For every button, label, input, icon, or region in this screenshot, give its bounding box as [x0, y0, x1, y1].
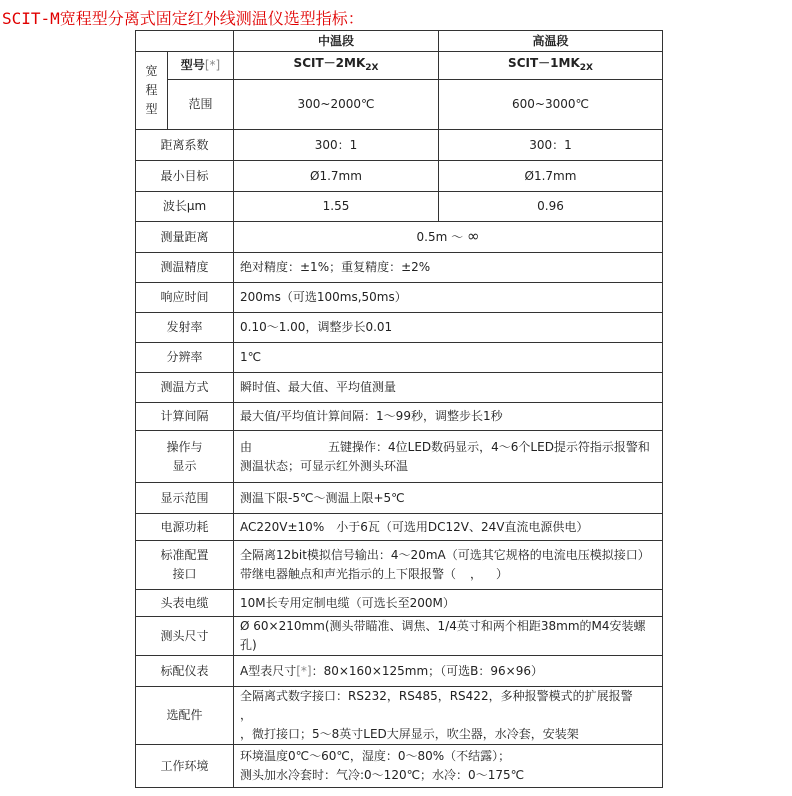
header-row	[136, 31, 663, 52]
probe-size-row	[136, 617, 663, 656]
wavelength-mid: 1.55	[234, 192, 439, 222]
row-value: 200ms（可选100ms,50ms）	[234, 283, 663, 313]
row-label: 标配仪表	[136, 656, 234, 687]
range-label: 范围	[168, 80, 234, 130]
environment-line-2: 测头加水冷套时：气冷:0～120℃；水冷：0～175℃	[240, 768, 525, 782]
model-high-cell	[439, 52, 663, 80]
row-label: 最小目标	[136, 161, 234, 192]
wavelength-row	[136, 192, 663, 222]
model-mid-sub: 2X	[365, 62, 379, 73]
spec-table	[135, 30, 663, 788]
standard-line-2a: 带继电器触点和声光指示的上下限报警（	[240, 567, 457, 581]
operation-value-b: 五键操作：4位LED数码显示，4～6个LED提示符指示报警和测温状态；可显示红外测头环温	[240, 439, 650, 473]
power-row	[136, 514, 663, 541]
standard-line-2c: ）	[496, 567, 509, 581]
measure-distance-value	[234, 222, 663, 253]
instrument-value	[234, 656, 663, 687]
display-range-row	[136, 483, 663, 514]
spec-row	[136, 403, 663, 431]
operation-value-a: 由	[240, 439, 253, 454]
header-empty-cell	[136, 31, 234, 52]
infinity-symbol: ∞	[466, 227, 480, 245]
operation-value	[234, 431, 663, 483]
row-label: 选配件	[136, 687, 234, 745]
distance-coeff-high: 300：1	[439, 130, 663, 161]
group-label: 宽 程 型	[145, 64, 158, 116]
options-line-1	[240, 687, 656, 725]
row-value: 测温下限-5℃～测温上限+5℃	[234, 483, 663, 514]
distance-coeff-mid: 300：1	[234, 130, 439, 161]
range-row	[136, 80, 663, 130]
spec-row	[136, 313, 663, 343]
min-target-mid: Ø1.7mm	[234, 161, 439, 192]
distance-coeff-row	[136, 130, 663, 161]
measure-distance-a: 0.5m	[416, 230, 448, 244]
standard-line-2b: ，	[470, 567, 483, 581]
row-label: 响应时间	[136, 283, 234, 313]
model-high: SCIT－1MK	[508, 55, 580, 70]
standard-label-2: 接口	[172, 567, 197, 581]
row-value: 10M长专用定制电缆（可选长至200M）	[234, 590, 663, 617]
range-high: 600~3000℃	[439, 80, 663, 130]
row-value: 瞬时值、最大值、平均值测量	[234, 373, 663, 403]
spec-row	[136, 283, 663, 313]
operation-label-1: 操作与	[166, 439, 203, 454]
header-high-temp: 高温段	[439, 31, 663, 52]
instrument-value-a: A型表尺寸	[240, 663, 297, 678]
spec-row	[136, 343, 663, 373]
row-label: 工作环境	[136, 745, 234, 788]
standard-value	[234, 541, 663, 590]
row-label: 测温精度	[136, 253, 234, 283]
options-line-1b: ，	[240, 708, 253, 722]
model-bracket: [*]	[204, 58, 221, 72]
spec-row	[136, 253, 663, 283]
row-label: 计算间隔	[136, 403, 234, 431]
model-label-cell	[168, 52, 234, 80]
row-value: AC220V±10% 小于6瓦（可选用DC12V、24V直流电源供电）	[234, 514, 663, 541]
standard-config-row	[136, 541, 663, 590]
range-mid: 300~2000℃	[234, 80, 439, 130]
instrument-row	[136, 656, 663, 687]
options-value	[234, 687, 663, 745]
standard-line-1: 全隔离12bit模拟信号输出：4～20mA（可选其它规格的电流电压模拟接口）	[240, 548, 650, 562]
min-target-high: Ø1.7mm	[439, 161, 663, 192]
header-mid-temp: 中温段	[234, 31, 439, 52]
model-mid: SCIT－2MK	[293, 55, 366, 70]
wavelength-high: 0.96	[439, 192, 663, 222]
standard-line-2	[240, 565, 656, 584]
row-label: 发射率	[136, 313, 234, 343]
operation-label-cell	[136, 431, 234, 483]
model-row	[136, 52, 663, 80]
row-label: 分辨率	[136, 343, 234, 373]
model-mid-cell	[234, 52, 439, 80]
instrument-bracket: [*]	[296, 663, 312, 678]
row-label: 测温方式	[136, 373, 234, 403]
options-row	[136, 687, 663, 745]
row-label: 测头尺寸	[136, 617, 234, 656]
row-value: 1℃	[234, 343, 663, 373]
instrument-value-b: ：80×160×125mm；（可选B：96×96）	[311, 663, 543, 678]
row-label: 显示范围	[136, 483, 234, 514]
environment-row	[136, 745, 663, 788]
measure-distance-tilde: ～	[451, 230, 464, 244]
group-label-cell	[136, 52, 168, 130]
environment-value	[234, 745, 663, 788]
cable-row	[136, 590, 663, 617]
row-label: 波长μm	[136, 192, 234, 222]
operation-row	[136, 431, 663, 483]
row-value: 最大值/平均值计算间隔：1～99秒，调整步长1秒	[234, 403, 663, 431]
row-label: 电源功耗	[136, 514, 234, 541]
measure-distance-row	[136, 222, 663, 253]
row-value: 绝对精度：±1%；重复精度：±2%	[234, 253, 663, 283]
standard-label-cell	[136, 541, 234, 590]
min-target-row	[136, 161, 663, 192]
row-value: Ø 60×210mm(测头带瞄准、调焦、1/4英寸和两个相距38mm的M4安装螺孔)	[234, 617, 663, 656]
options-line-1a: 全隔离式数字接口：RS232，RS485，RS422，多种报警模式的扩展报警	[240, 689, 633, 703]
row-label: 头表电缆	[136, 590, 234, 617]
spec-row	[136, 373, 663, 403]
model-label: 型号	[180, 58, 205, 72]
standard-label-1: 标准配置	[160, 548, 209, 562]
operation-label-2: 显示	[172, 458, 197, 473]
row-label: 测量距离	[136, 222, 234, 253]
model-high-sub: 2X	[579, 62, 593, 73]
options-line-2: ，微打接口；5～8英寸LED大屏显示，吹尘器，水冷套，安装架	[240, 727, 579, 741]
row-label: 距离系数	[136, 130, 234, 161]
row-value: 0.10～1.00，调整步长0.01	[234, 313, 663, 343]
environment-line-1: 环境温度0℃～60℃，湿度：0～80%（不结露）；	[240, 749, 511, 763]
page-title: SCIT-M宽程型分离式固定红外线测温仪选型指标：	[2, 9, 364, 28]
